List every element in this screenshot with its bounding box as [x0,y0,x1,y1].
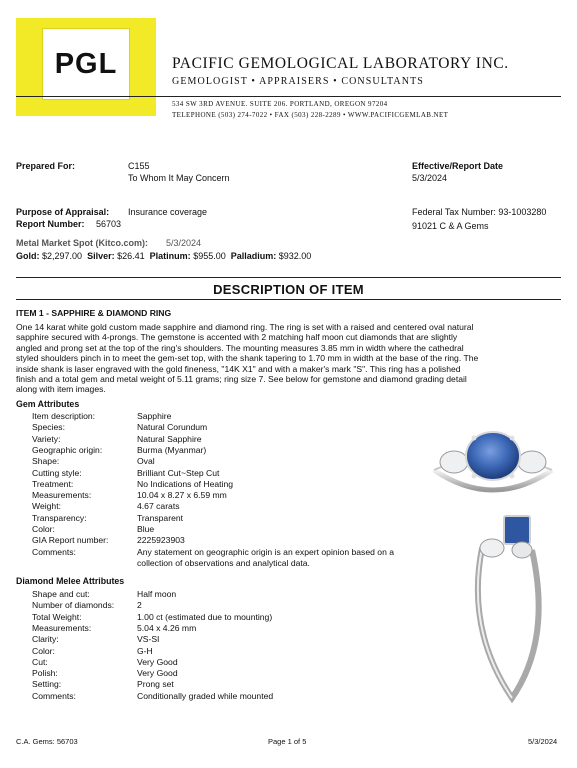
contact-line: TELEPHONE (503) 274-7022 • FAX (503) 228-2289 • WWW.PACIFICGEMLAB.NET [172,111,449,119]
description-line: inside shank is laser engraved with the gold fineness, "14K X1" and with a maker's mark "S". This ring has a polished [16,363,461,374]
attribute-label: Item description: [32,411,96,421]
attribute-label: Comments: [32,690,76,701]
attribute-value: 4.67 carats [137,501,180,512]
item-title: ITEM 1 - SAPPHIRE & DIAMOND RING [16,308,172,318]
metal-prices [16,251,311,262]
description-line: angled and prong set at the top of the ring's shoulders. The mounting measures 3.85 mm in width where the cathedral [16,342,464,353]
federal-tax-number: Federal Tax Number: 93-1003280 [412,207,547,217]
item-description [16,322,564,395]
attribute-value: Prong set [137,679,174,690]
platinum-label: Platinum: [149,251,191,261]
footer-page-number: Page 1 of 5 [268,737,307,746]
attribute-label: Color: [32,524,55,534]
effective-date: 5/3/2024 [412,173,448,183]
ring-top-image [428,418,558,506]
attribute-label: Measurements: [32,622,92,633]
attribute-label: Shape and cut: [32,589,90,599]
attribute-value: 2 [137,600,142,611]
attribute-label: Measurements: [32,490,92,501]
attribute-value: 10.04 x 8.27 x 6.59 mm [137,490,227,501]
description-line: styled shoulders pinch in to meet the gem-set top, with the shank tapering to 1.70 mm in width at the base of the ring. The [16,353,479,364]
attribute-value: Very Good [137,656,178,667]
palladium-label: Palladium: [230,251,277,261]
attribute-label: Transparency: [32,512,87,523]
purpose-value: Insurance coverage [128,207,208,217]
gem-attributes-heading: Gem Attributes [16,399,80,409]
attribute-label: Number of diamonds: [32,600,115,611]
attribute-label: Comments: [32,546,76,557]
attribute-label: Polish: [32,668,58,679]
attribute-label: Variety: [32,433,61,444]
purpose-label: Purpose of Appraisal: [16,207,110,217]
header-rule [16,96,561,97]
prepared-for-name: To Whom It May Concern [128,173,230,183]
attribute-label: Color: [32,645,55,656]
footer-client: C.A. Gems: 56703 [16,737,78,746]
pgl-logo: PGL [42,28,130,100]
silver-label: Silver: [87,251,115,261]
prepared-for-id: C155 [128,161,150,171]
attribute-label: Treatment: [32,478,74,489]
lab-name: PACIFIC GEMOLOGICAL LABORATORY INC. [172,55,509,72]
address-line: 534 SW 3RD AVENUE. SUITE 206. PORTLAND, OREGON 97204 [172,100,388,108]
diamond-attributes-heading: Diamond Melee Attributes [16,576,125,586]
attribute-value: Very Good [137,668,178,679]
attribute-value: Transparent [137,512,184,523]
metal-spot-date: 5/3/2024 [166,238,202,248]
attribute-value: Sapphire [137,411,172,421]
attribute-value: 2225923903 [137,535,185,546]
report-number-value: 56703 [96,219,122,229]
description-line: along with item images. [16,384,106,395]
attribute-value: Burma (Myanmar) [137,444,207,455]
gold-value: $2,297.00 [42,251,83,261]
description-line: sapphire secured with 4-prongs. The gemstone is accented with 2 matching half moon cut diamonds that are slightly [16,332,458,343]
attribute-value: Conditionally graded while mounted [137,690,274,701]
logo-frame [16,18,156,116]
attribute-value: Natural Corundum [137,422,208,433]
lab-subtitle: GEMOLOGIST • APPRAISERS • CONSULTANTS [172,76,424,87]
section-rule-bottom [16,299,561,300]
attribute-label: Weight: [32,501,61,512]
effective-date-label: Effective/Report Date [412,161,504,171]
attribute-label: Cut: [32,656,48,667]
attribute-label: Cutting style: [32,467,82,478]
attribute-label: Total Weight: [32,611,82,622]
attribute-label: Shape: [32,456,60,467]
ring-side-image [452,510,562,710]
attribute-value: collection of observations and analytical data. [137,557,310,568]
attribute-value: Blue [137,524,155,534]
attribute-value: G-H [137,645,153,656]
description-line: finish and a total gem and metal weight of 5.11 grams; ring size 7. See below for gemstone and diamond grading detail [16,374,467,385]
attribute-value: No Indications of Heating [137,478,234,489]
client-line: 91021 C & A Gems [412,221,489,231]
silver-value: $26.41 [117,251,145,261]
attribute-value: Half moon [137,589,177,599]
attribute-label: Clarity: [32,634,59,645]
attribute-value: 5.04 x 4.26 mm [137,622,197,633]
section-rule-top [16,277,561,278]
attribute-label: Setting: [32,679,62,690]
metal-spot-label: Metal Market Spot (Kitco.com): [16,238,149,248]
report-number-label: Report Number: [16,219,85,229]
attribute-value: Natural Sapphire [137,433,202,444]
palladium-value: $932.00 [278,251,312,261]
description-line: One 14 karat white gold custom made sapphire and diamond ring. The ring is set with a raised and centered oval natural [16,322,474,332]
attribute-value: Brilliant Cut~Step Cut [137,467,220,478]
attribute-label: Species: [32,422,65,433]
attribute-value: Any statement on geographic origin is an expert opinion based on a [137,546,395,557]
gold-label: Gold: [16,251,40,261]
attribute-value: 1.00 ct (estimated due to mounting) [137,611,273,622]
attribute-value: VS-SI [137,634,160,645]
platinum-value: $955.00 [193,251,226,261]
section-title: DESCRIPTION OF ITEM [213,282,364,297]
attribute-label: Geographic origin: [32,444,103,455]
prepared-for-label: Prepared For: [16,161,76,171]
attribute-value: Oval [137,456,155,467]
attribute-label: GIA Report number: [32,535,109,546]
footer-date: 5/3/2024 [528,737,558,746]
